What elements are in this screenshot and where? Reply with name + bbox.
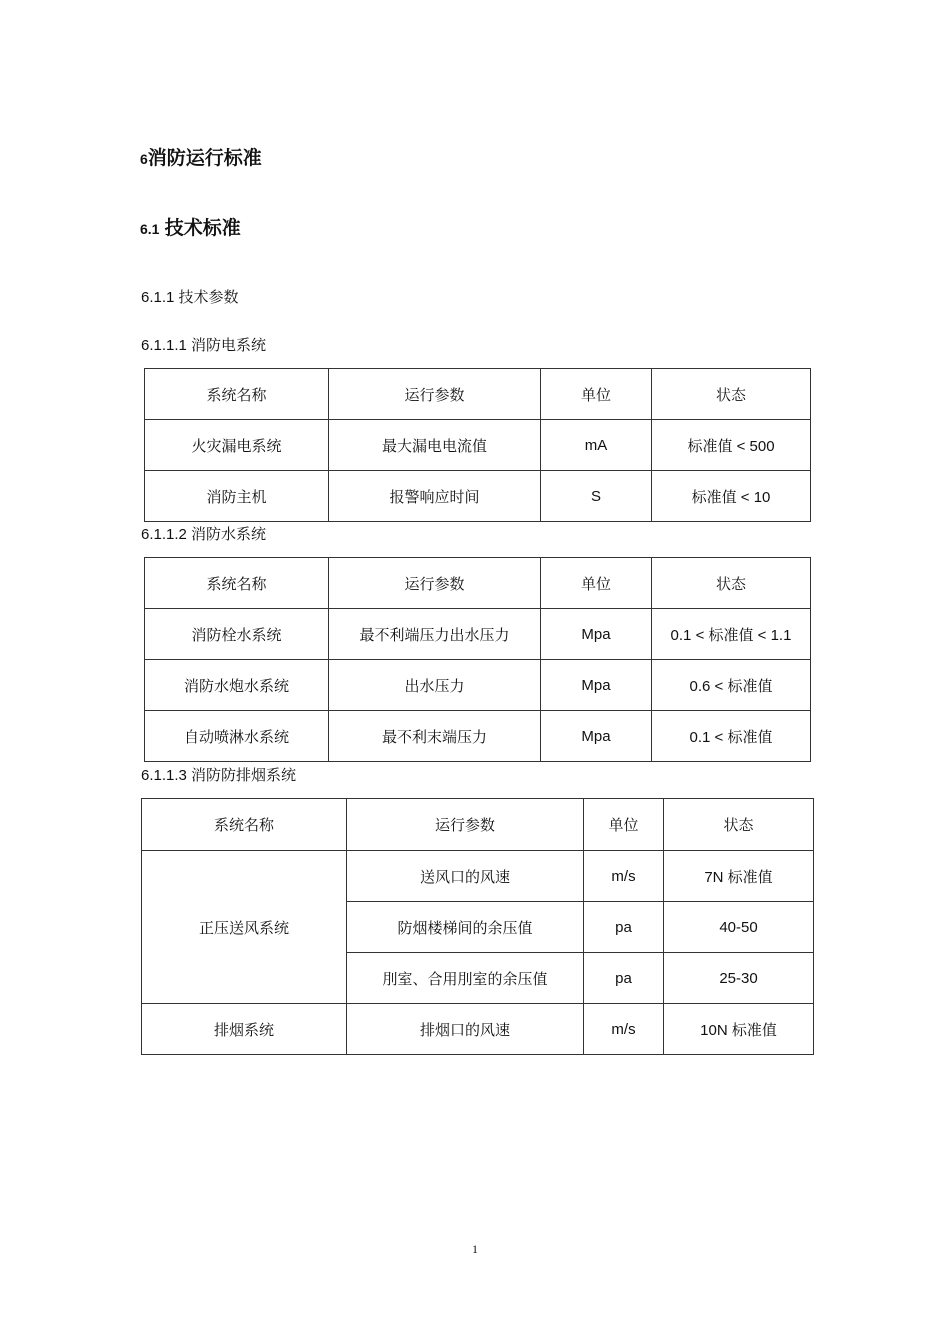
table-cell: 报警响应时间 xyxy=(329,471,541,522)
merged-system-cell: 正压送风系统 xyxy=(142,851,347,1004)
table-cell: 最不利端压力出水压力 xyxy=(329,609,541,660)
table-cell: 40-50 xyxy=(664,902,814,953)
table-row xyxy=(142,1004,814,1055)
table-row xyxy=(145,660,811,711)
electrical-system-table xyxy=(144,368,811,522)
table-cell: 防烟楼梯间的余压值 xyxy=(347,902,584,953)
table-cell: 0.1 < 标准值 < 1.1 xyxy=(652,609,811,660)
table-cell: 消防水炮水系统 xyxy=(145,660,329,711)
table-cell: 最大漏电电流值 xyxy=(329,420,541,471)
table-cell: pa xyxy=(584,953,664,1004)
table-cell: 10N 标准值 xyxy=(664,1004,814,1055)
header-cell: 单位 xyxy=(584,799,664,851)
subsection-heading-water: 6.1.1.2 消防水系统 xyxy=(141,526,267,543)
table-cell: S xyxy=(541,471,652,522)
table-cell: 排烟口的风速 xyxy=(347,1004,584,1055)
section-heading-6-1 xyxy=(140,213,241,240)
table-row xyxy=(145,711,811,762)
table-cell: Mpa xyxy=(541,660,652,711)
table-cell: Mpa xyxy=(541,711,652,762)
table-cell: m/s xyxy=(584,851,664,902)
subsection-heading-electrical: 6.1.1.1 消防电系统 xyxy=(141,337,267,354)
table-cell: mA xyxy=(541,420,652,471)
header-cell: 系统名称 xyxy=(145,369,329,420)
table-cell: 25-30 xyxy=(664,953,814,1004)
table-cell: 0.1 < 标准值 xyxy=(652,711,811,762)
table-header-row xyxy=(145,558,811,609)
table-cell: 标准值 < 500 xyxy=(652,420,811,471)
table-cell: 出水压力 xyxy=(329,660,541,711)
header-cell: 单位 xyxy=(541,369,652,420)
table-cell: 标准值 < 10 xyxy=(652,471,811,522)
table-header-row xyxy=(145,369,811,420)
table-row xyxy=(145,471,811,522)
header-cell: 状态 xyxy=(652,369,811,420)
heading-text: 消防运行标准 xyxy=(147,148,262,169)
table-cell: m/s xyxy=(584,1004,664,1055)
header-cell: 系统名称 xyxy=(142,799,347,851)
table-cell: 消防主机 xyxy=(145,471,329,522)
table-cell: 火灾漏电系统 xyxy=(145,420,329,471)
page-number: 1 xyxy=(472,1242,478,1256)
table-cell: 刖室、合用刖室的余压值 xyxy=(347,953,584,1004)
section-heading-6 xyxy=(140,143,262,170)
table-row xyxy=(145,420,811,471)
subsection-heading-smoke: 6.1.1.3 消防防排烟系统 xyxy=(141,767,297,784)
heading-number: 6 xyxy=(140,151,148,167)
subsection-heading-6-1-1: 6.1.1 技术参数 xyxy=(141,289,239,306)
header-cell: 状态 xyxy=(664,799,814,851)
header-cell: 系统名称 xyxy=(145,558,329,609)
table-header-row xyxy=(142,799,814,851)
table-cell: Mpa xyxy=(541,609,652,660)
table-cell: 最不利末端压力 xyxy=(329,711,541,762)
header-cell: 运行参数 xyxy=(347,799,584,851)
header-cell: 状态 xyxy=(652,558,811,609)
heading-text: 技术标准 xyxy=(164,218,241,239)
smoke-control-system-table xyxy=(141,798,814,1055)
table-cell: 0.6 < 标准值 xyxy=(652,660,811,711)
header-cell: 单位 xyxy=(541,558,652,609)
table-cell: 自动喷淋水系统 xyxy=(145,711,329,762)
table-cell: 排烟系统 xyxy=(142,1004,347,1055)
header-cell: 运行参数 xyxy=(329,369,541,420)
water-system-table xyxy=(144,557,811,762)
table-cell: pa xyxy=(584,902,664,953)
table-cell: 消防栓水系统 xyxy=(145,609,329,660)
header-cell: 运行参数 xyxy=(329,558,541,609)
table-row xyxy=(145,609,811,660)
table-cell: 送风口的风速 xyxy=(347,851,584,902)
table-row xyxy=(142,851,814,902)
heading-number: 6.1 xyxy=(140,221,160,237)
table-cell: 7N 标准值 xyxy=(664,851,814,902)
